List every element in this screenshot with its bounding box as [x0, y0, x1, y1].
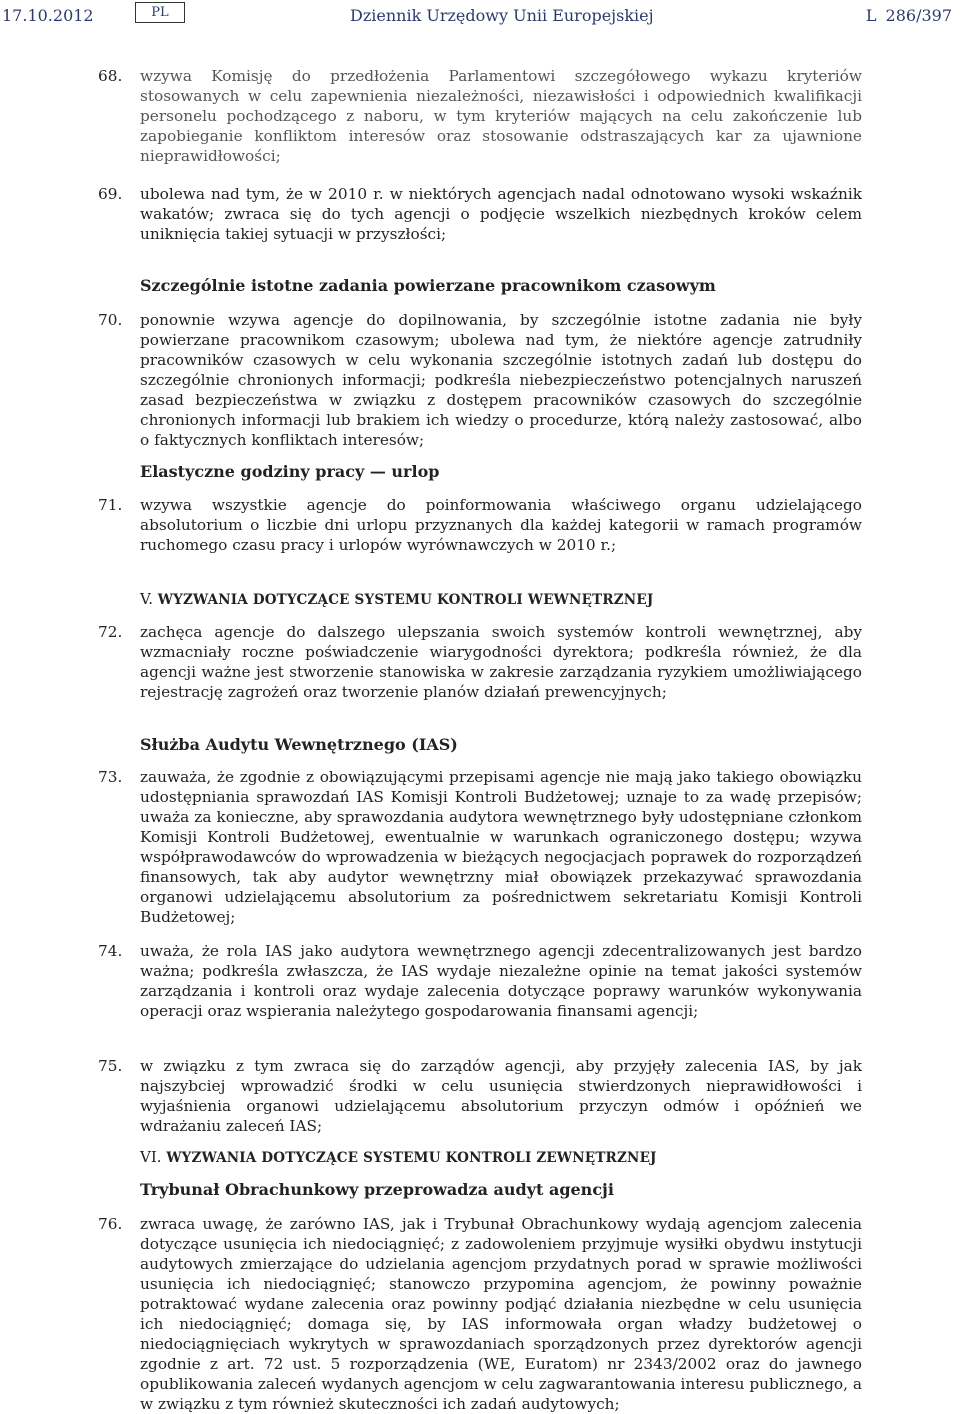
- paragraph-text: wzywa Komisję do przedłożenia Parlamentowi szczegółowego wykazu kryteriów stosowanych w celu zapewnienia niezależności, niezawisłości i odpowiednich kwalifikacji personelu pochodzącego z naboru, w tym kryteriów mających na celu zakończenie lub zapobieganie konfliktom interesów oraz stosowanie odstraszających kar za ujawnione nieprawidłowości;: [140, 67, 862, 165]
- paragraph-text: zwraca uwagę, że zarówno IAS, jak i Trybunał Obrachunkowy wydają agencjom zalecenia dotyczące usunięcia ich niedociągnięć; z zadowoleniem przyjmuje wysiłki obydwu instytucji audytowych zmierzające do udzielania agencjom przydatnych porad w sprawie możliwości usunięcia ich niedociągnięć; stanowczo przypomina agencjom, że powinny poważnie potraktować wydane zalecenia oraz powinny podjąć działania niezbędne w celu usunięcia ich niedociągnięć; domaga się, by IAS informowała organ władzy budżetowej o niedociągnięciach wykrytych w sprawozdaniach sporządzonych przez dyrektorów agencji zgodnie z art. 72 ust. 5 rozporządzenia (WE, Euratom) nr 2343/2002 oraz do jawnego opublikowania zaleceń wydanych agencjom w celu zagwarantowania interesu publicznego, a w związku z tym również skuteczności ich zadań audytowych;: [140, 1215, 862, 1413]
- paragraph-number: 73.: [98, 768, 123, 786]
- paragraph-70: [98, 310, 862, 450]
- paragraph-number: 70.: [98, 311, 123, 329]
- paragraph-text: ponownie wzywa agencje do dopilnowania, by szczególnie istotne zadania nie były powierzane pracownikom czasowym; ubolewa nad tym, że niektóre agencje zatrudniły pracowników czasowych w celu wykonania szczególnie istotnych zadań lub dostępu do szczególnie chronionych informacji; podkreśla niebezpieczeństwo potencjalnych naruszeń zasad bezpieczeństwa w związku z dostępem pracowników czasowych do szczególnie chronionych informacji lub brakiem ich wiedzy o procedurze, którą należy zastosować, albo o faktycznych konfliktach interesów;: [140, 311, 862, 449]
- paragraph-number: 71.: [98, 496, 123, 514]
- paragraph-text: uważa, że rola IAS jako audytora wewnętrznego agencji zdecentralizowanych jest bardzo ważna; podkreśla zwłaszcza, że IAS wydaje niezależne opinie na temat jakości systemów zarządzania i kontroli oraz wydaje zalecenia dotyczące poprawy warunków wykonywania operacji oraz wspierania należytego gospodarowania finansami agencji;: [140, 942, 862, 1020]
- paragraph-73: [98, 767, 862, 927]
- heading-temporary-staff: Szczególnie istotne zadania powierzane pracownikom czasowym: [140, 276, 716, 295]
- paragraph-68: [98, 66, 862, 166]
- paragraph-69: [98, 184, 862, 244]
- section-heading-internal-control: [140, 590, 653, 608]
- page-reference: L 286/397: [865, 6, 952, 25]
- paragraph-text: zauważa, że zgodnie z obowiązującymi przepisami agencje nie mają jako takiego obowiązku udostępniania sprawozdań IAS Komisji Kontroli Budżetowej; uznaje to za wadę przepisów; uważa za konieczne, aby sprawozdania audytora wewnętrznego były udostępniane członkom Komisji Kontroli Budżetowej, ewentualnie w warunkach ograniczonego dostępu; wzywa współprawodawców do wprowadzenia w bieżących negocjacjach poprawek do rozporządzeń finansowych, tak aby audytor wewnętrzny miał obowiązek przekazywać sprawozdania organowi udzielającemu absolutorium za pośrednictwem sekretariatu Komisji Kontroli Budżetowej;: [140, 768, 862, 926]
- paragraph-text: wzywa wszystkie agencje do poinformowania właściwego organu udzielającego absolutorium o liczbie dni urlopu przyznanych dla każdej kategorii w ramach programów ruchomego czasu pracy i urlopów wyrównawczych w 2010 r.;: [140, 496, 862, 554]
- section-heading-external-control: [140, 1148, 657, 1166]
- section-title: WYZWANIA DOTYCZĄCE SYSTEMU KONTROLI ZEWNĘTRZNEJ: [166, 1150, 657, 1166]
- paragraph-71: [98, 495, 862, 555]
- paragraph-number: 74.: [98, 942, 123, 960]
- paragraph-75: [98, 1056, 862, 1136]
- paragraph-number: 76.: [98, 1215, 123, 1233]
- section-number: V.: [140, 590, 153, 608]
- paragraph-number: 75.: [98, 1057, 123, 1075]
- heading-flexible-hours: Elastyczne godziny pracy — urlop: [140, 462, 440, 481]
- language-badge: PL: [135, 2, 185, 23]
- publication-date: 17.10.2012: [2, 6, 94, 25]
- paragraph-number: 72.: [98, 623, 123, 641]
- paragraph-number: 68.: [98, 67, 123, 85]
- paragraph-number: 69.: [98, 185, 123, 203]
- journal-title: Dziennik Urzędowy Unii Europejskiej: [350, 6, 654, 25]
- paragraph-74: [98, 941, 862, 1021]
- paragraph-text: zachęca agencje do dalszego ulepszania swoich systemów kontroli wewnętrznej, aby wzmacniały roczne poświadczenie wiarygodności dyrektora; podkreśla również, że dla agencji ważne jest stworzenie stanowiska w zakresie zarządzania ryzykiem umożliwiającego rejestrację zagrożeń oraz tworzenie planów działań prewencyjnych;: [140, 623, 862, 701]
- heading-ias: Służba Audytu Wewnętrznego (IAS): [140, 735, 458, 754]
- paragraph-text: ubolewa nad tym, że w 2010 r. w niektórych agencjach nadal odnotowano wysoki wskaźnik wakatów; zwraca się do tych agencji o podjęcie wszelkich niezbędnych kroków celem uniknięcia takiej sytuacji w przyszłości;: [140, 185, 862, 243]
- heading-court-of-auditors: Trybunał Obrachunkowy przeprowadza audyt agencji: [140, 1180, 614, 1199]
- paragraph-72: [98, 622, 862, 702]
- section-title: WYZWANIA DOTYCZĄCE SYSTEMU KONTROLI WEWNĘTRZNEJ: [157, 592, 654, 608]
- section-number: VI.: [140, 1148, 162, 1166]
- paragraph-76: [98, 1214, 862, 1414]
- paragraph-text: w związku z tym zwraca się do zarządów agencji, aby przyjęły zalecenia IAS, by jak najszybciej wprowadzić środki w celu usunięcia stwierdzonych nieprawidłowości i wyjaśnienia organowi udzielającemu absolutorium przyczyn odmów i opóźnień we wdrażaniu zaleceń IAS;: [140, 1057, 862, 1135]
- page-header: [0, 0, 960, 36]
